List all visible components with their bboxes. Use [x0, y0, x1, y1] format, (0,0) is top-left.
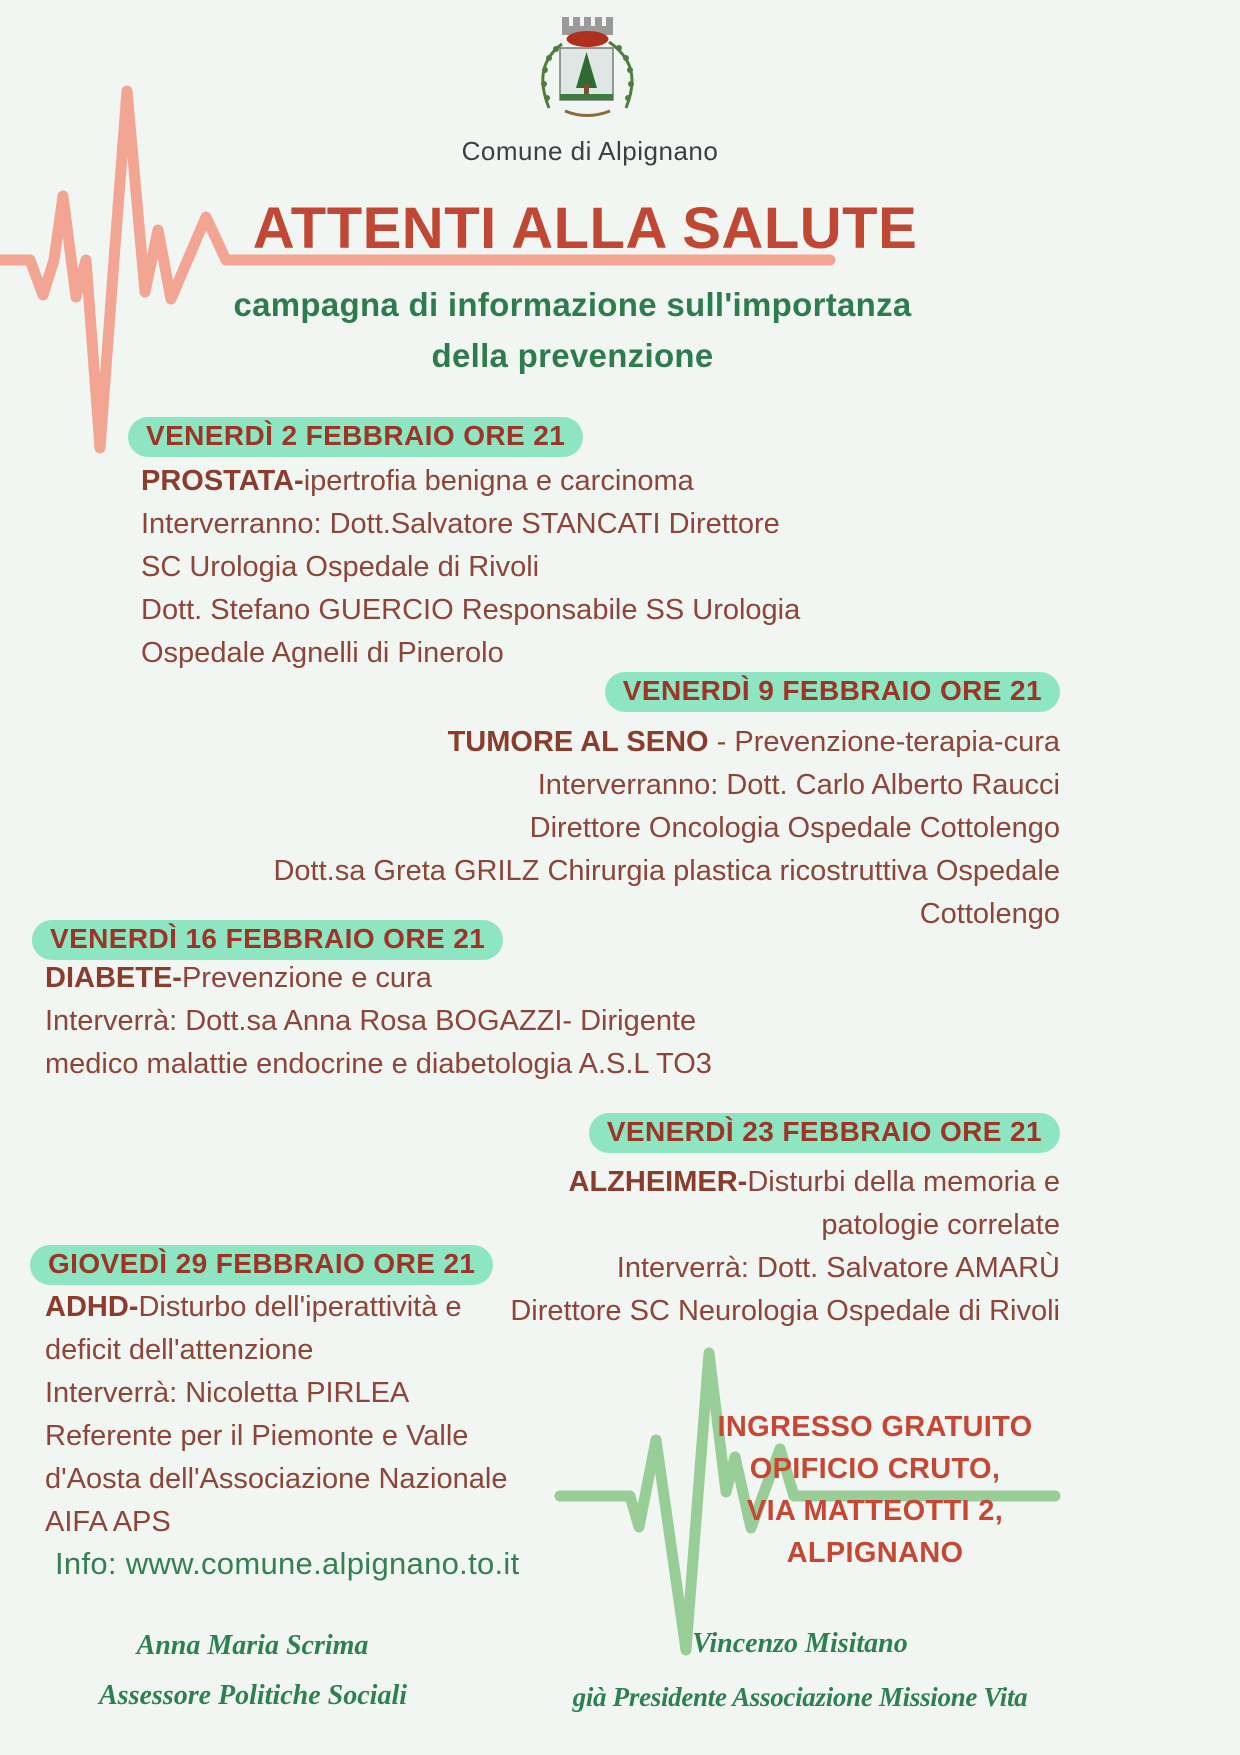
event-5-details	[45, 1286, 507, 1544]
event-line: Direttore SC Neurologia Ospedale di Rivoli	[510, 1295, 1060, 1327]
event-5-date-badge	[30, 1245, 493, 1285]
event-topic: ALZHEIMER-Disturbi della memoria e	[568, 1166, 1060, 1198]
event-4-date-badge	[589, 1113, 1060, 1153]
event-4-details	[510, 1161, 1060, 1333]
subtitle-line-2: della prevenzione	[431, 337, 714, 374]
event-topic: TUMORE AL SENO - Prevenzione-terapia-cura	[447, 726, 1060, 758]
event-line: d'Aosta dell'Associazione Nazionale	[45, 1463, 508, 1495]
event-line: deficit dell'attenzione	[45, 1334, 314, 1366]
signature-left-name: Anna Maria Scrima	[136, 1630, 369, 1661]
event-line: Referente per il Piemonte e Valle	[45, 1420, 469, 1452]
info-url: Info: www.comune.alpignano.to.it	[55, 1546, 520, 1581]
event-line: Cottolengo	[919, 898, 1060, 930]
event-line: Dott. Stefano GUERCIO Responsabile SS Urologia	[141, 594, 801, 626]
event-line: Interverranno: Dott. Carlo Alberto Raucci	[537, 769, 1060, 801]
event-date-label: GIOVEDÌ 29 FEBBRAIO ORE 21	[30, 1245, 493, 1285]
event-2-date-badge	[605, 672, 1060, 712]
municipal-coat-of-arms-icon	[535, 6, 640, 124]
event-line: Interverrà: Nicoletta PIRLEA	[45, 1377, 410, 1409]
event-line: medico malattie endocrine e diabetologia A.S.L TO3	[45, 1048, 712, 1080]
event-line: patologie correlate	[821, 1209, 1060, 1241]
event-line: Dott.sa Greta GRILZ Chirurgia plastica ricostruttiva Ospedale	[273, 855, 1060, 887]
municipality-name: Comune di Alpignano	[461, 136, 719, 166]
venue-city: ALPIGNANO	[786, 1537, 964, 1569]
event-topic: PROSTATA-ipertrofia benigna e carcinoma	[141, 465, 694, 497]
signature-right-role: già Presidente Associazione Missione Vita	[572, 1682, 1028, 1712]
event-date-label: VENERDÌ 16 FEBBRAIO ORE 21	[32, 920, 503, 960]
subtitle-line-1: campagna di informazione sull'importanza	[233, 286, 912, 323]
event-line: Ospedale Agnelli di Pinerolo	[141, 637, 504, 669]
event-date-label: VENERDÌ 2 FEBBRAIO ORE 21	[128, 417, 583, 457]
event-line: Interverrà: Dott. Salvatore AMARÙ	[616, 1252, 1060, 1284]
signature-left-role: Assessore Politiche Sociali	[99, 1680, 407, 1711]
event-line: AIFA APS	[45, 1506, 171, 1538]
event-date-label: VENERDÌ 9 FEBBRAIO ORE 21	[605, 672, 1060, 712]
venue-free-entry: INGRESSO GRATUITO	[717, 1411, 1033, 1443]
event-line: Interverranno: Dott.Salvatore STANCATI Direttore	[141, 508, 780, 540]
event-3-date-badge	[32, 920, 503, 960]
event-topic: DIABETE-Prevenzione e cura	[45, 962, 432, 994]
venue-block	[680, 1406, 1070, 1574]
event-3-details	[45, 957, 712, 1086]
signature-right-name: Vincenzo Misitano	[692, 1628, 908, 1659]
event-topic: ADHD-Disturbo dell'iperattività e	[45, 1291, 462, 1323]
venue-address: VIA MATTEOTTI 2,	[746, 1495, 1004, 1527]
event-1-date-badge	[128, 417, 583, 457]
event-2-details	[273, 721, 1060, 936]
venue-name: OPIFICIO CRUTO,	[749, 1453, 1001, 1485]
event-line: Direttore Oncologia Ospedale Cottolengo	[529, 812, 1060, 844]
event-1-details	[141, 460, 800, 675]
poster-title: ATTENTI ALLA SALUTE	[252, 196, 918, 261]
event-date-label: VENERDÌ 23 FEBBRAIO ORE 21	[589, 1113, 1060, 1153]
event-line: SC Urologia Ospedale di Rivoli	[141, 551, 540, 583]
event-line: Interverrà: Dott.sa Anna Rosa BOGAZZI- Dirigente	[45, 1005, 697, 1037]
